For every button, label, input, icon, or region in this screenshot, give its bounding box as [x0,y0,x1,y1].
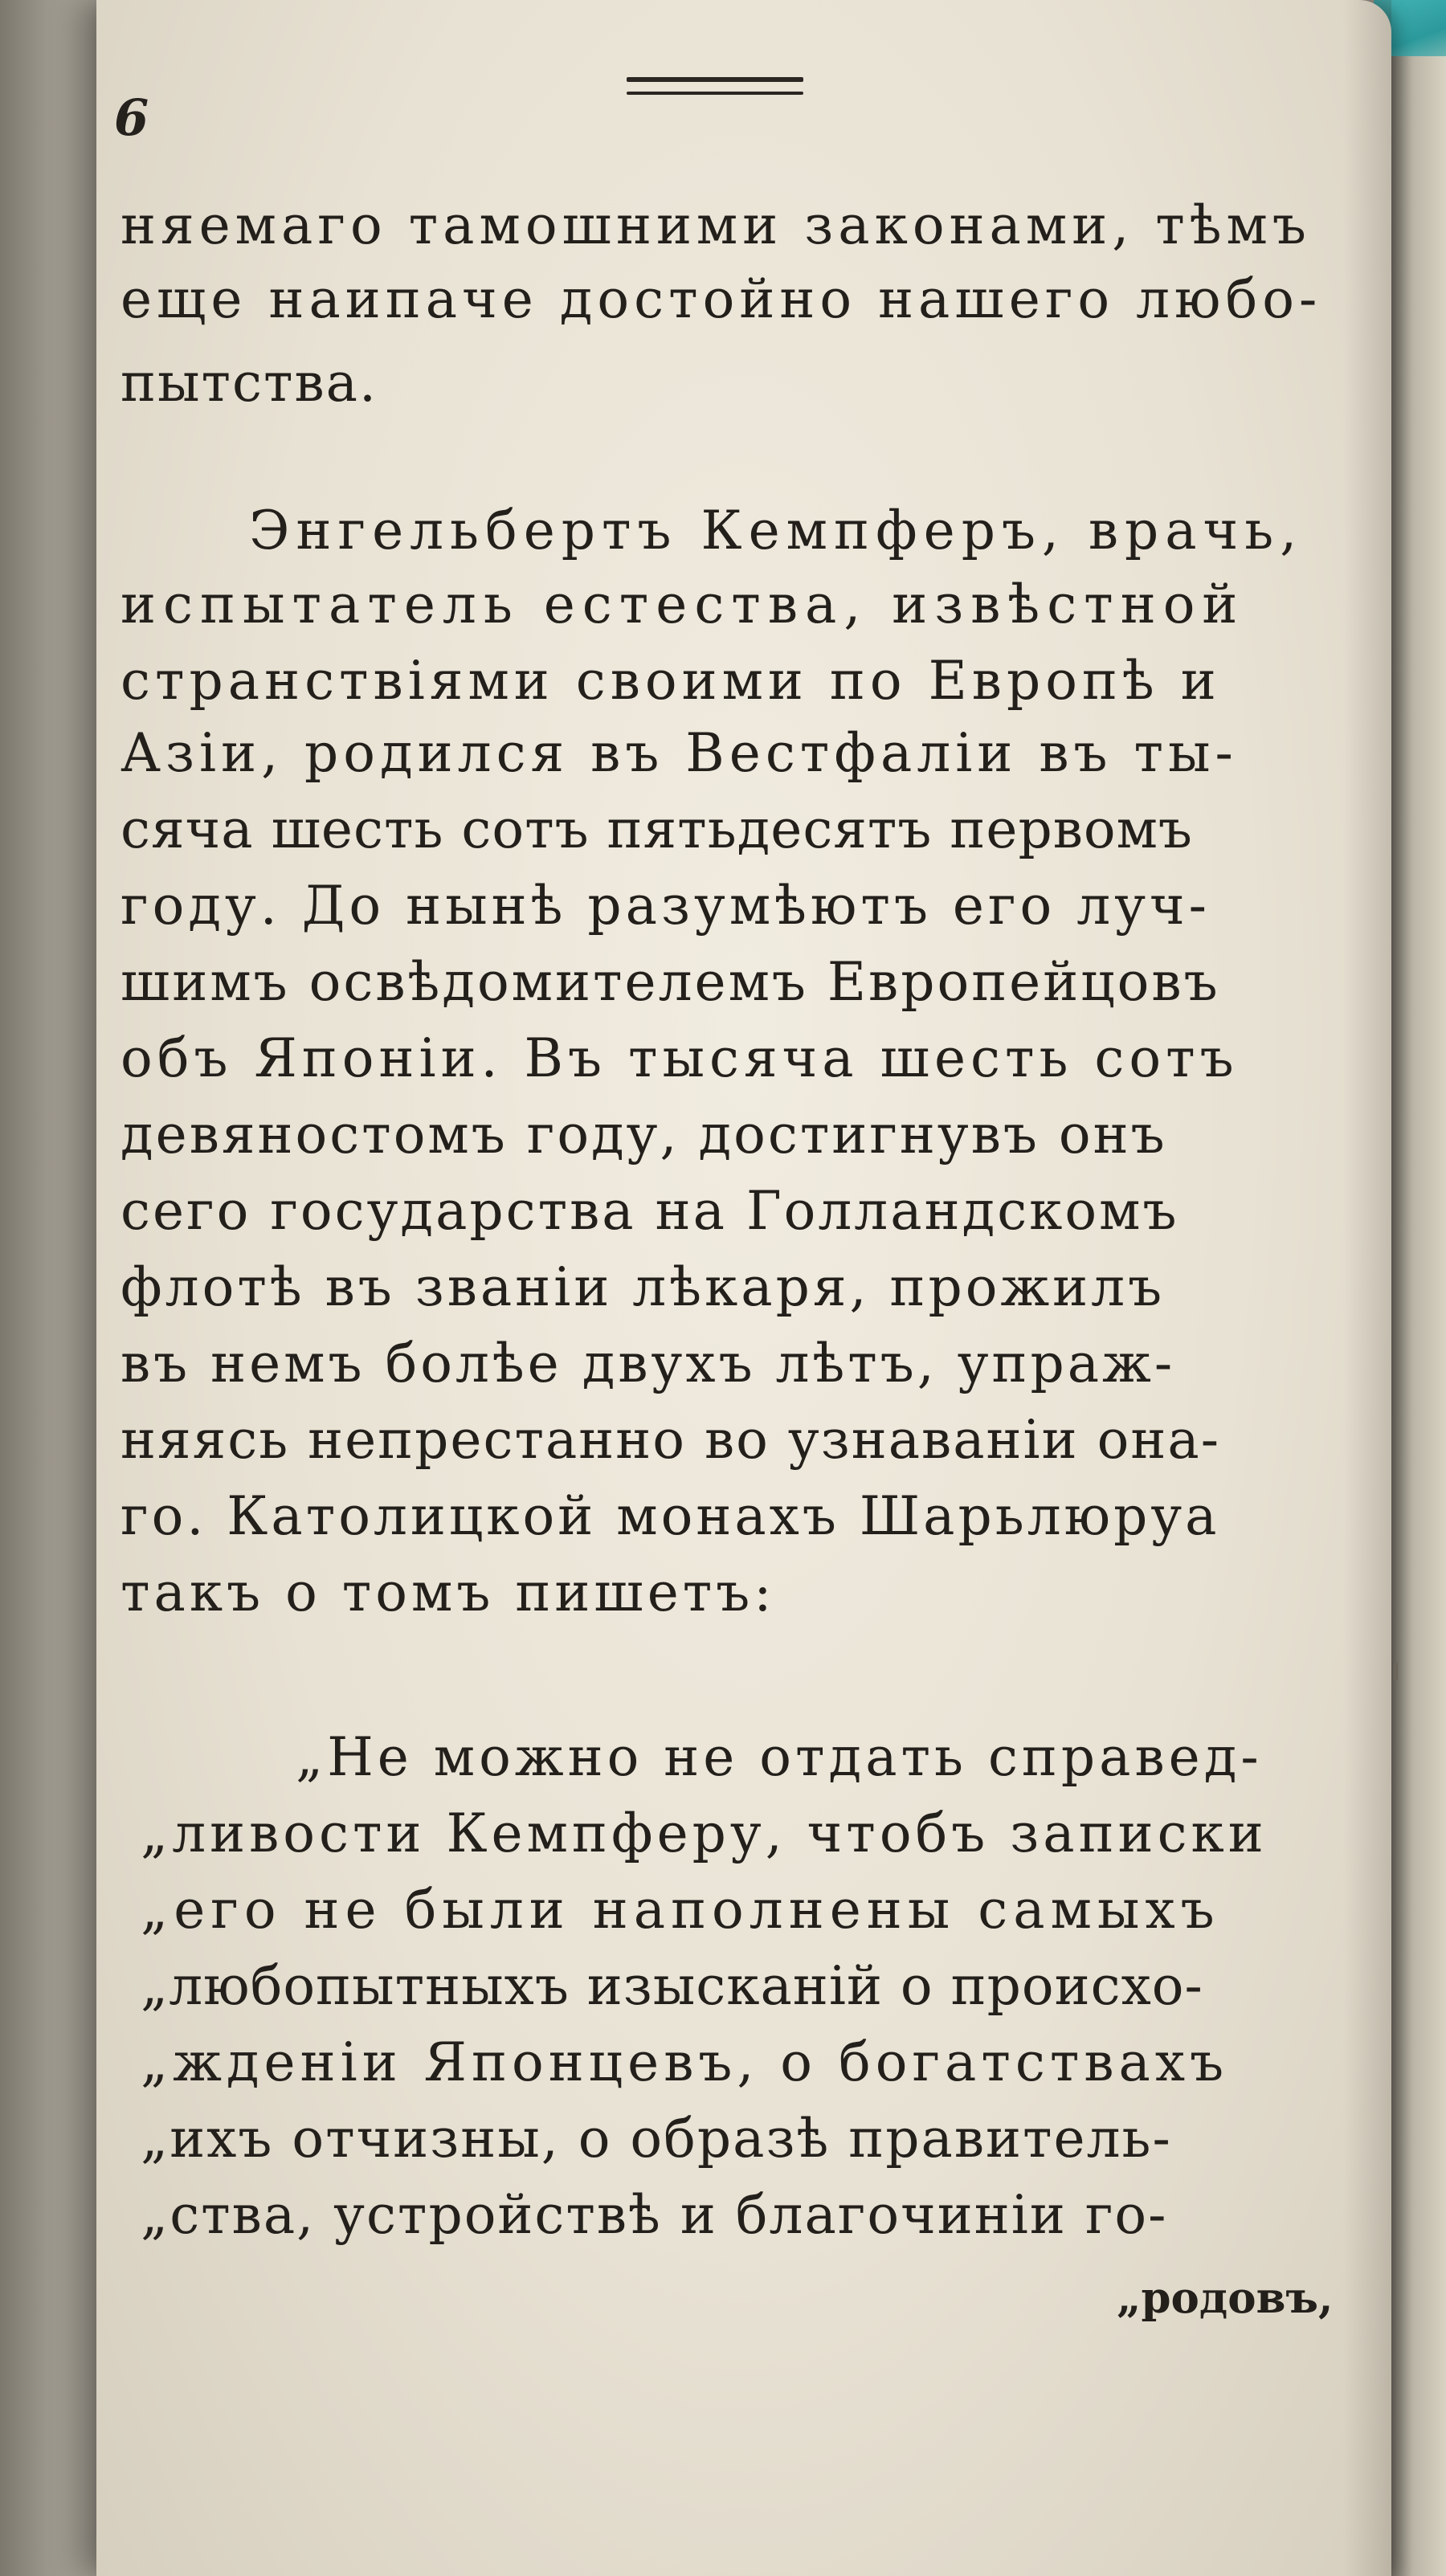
text-line: го. Католицкой монахъ Шарьлюруа [120,1485,1220,1547]
text-line: флотѣ въ званіи лѣкаря, прожилъ [120,1256,1166,1318]
quote-line: „его не были наполнены самыхъ [141,1879,1220,1941]
quote-line: „любопытныхъ изысканій о происхо- [141,1955,1203,2017]
text-line: въ немъ болѣе двухъ лѣтъ, упраж- [120,1333,1176,1394]
page-number: 6 [114,88,149,147]
text-line: странствіями своими по Европѣ и [120,650,1221,712]
catchword: „родовъ, [1117,2273,1334,2323]
adjacent-page-edge [1390,56,1446,2576]
text-line: объ Японіи. Въ тысяча шесть сотъ [120,1027,1239,1089]
paper-mark [1394,1663,1398,1680]
book-page [96,0,1391,2576]
header-rule-secondary [627,92,803,95]
quote-line: „жденіи Японцевъ, о богатствахъ [141,2031,1229,2093]
text-line: Азіи, родился въ Вестфаліи въ ты- [120,722,1238,784]
text-line: Энгельбертъ Кемпферъ, врачь, [249,500,1304,561]
text-line: сего государства на Голландскомъ [120,1180,1179,1242]
quote-line: „ства, устройствѣ и благочиніи го- [141,2184,1168,2246]
quote-line: „ихъ отчизны, о образѣ правитель- [141,2108,1172,2170]
text-line: году. До нынѣ разумѣютъ его луч- [120,875,1211,937]
text-line: девяностомъ году, достигнувъ онъ [120,1104,1167,1166]
quote-line: „Не можно не отдать справед- [296,1726,1263,1788]
header-rule [627,77,803,82]
quote-line: „ливости Кемпферу, чтобъ записки [141,1802,1268,1864]
text-line: испытатель естества, извѣстной [120,574,1245,635]
text-line: такъ о томъ пишетъ: [120,1562,776,1623]
text-line: няясь непрестанно во узнаваніи она- [120,1409,1220,1471]
text-line: няемаго тамошними законами, тѣмъ [120,194,1311,256]
text-line: сяча шесть сотъ пятьдесятъ первомъ [120,798,1193,860]
text-line: еще наипаче достойно нашего любо- [120,268,1322,330]
text-line: шимъ освѣдомителемъ Европейцовъ [120,951,1220,1013]
text-line: пытства. [120,352,378,414]
